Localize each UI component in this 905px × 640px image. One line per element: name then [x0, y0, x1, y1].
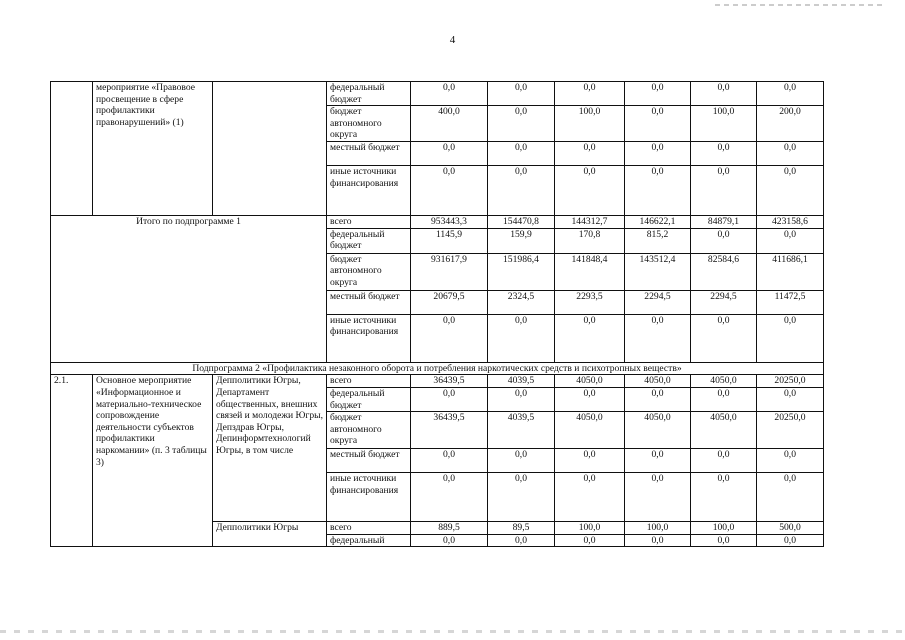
value-cell: 100,0: [691, 106, 757, 142]
source-label: федеральный: [327, 534, 411, 547]
value-cell: 0,0: [555, 166, 625, 216]
value-cell: 0,0: [691, 82, 757, 106]
value-cell: 4050,0: [625, 412, 691, 449]
value-cell: 0,0: [757, 534, 824, 547]
value-cell: 146622,1: [625, 216, 691, 229]
scan-artifact: [715, 4, 885, 6]
page-number: 4: [449, 34, 456, 46]
value-cell: 200,0: [757, 106, 824, 142]
value-cell: 0,0: [757, 166, 824, 216]
value-cell: 20250,0: [757, 412, 824, 449]
source-label: всего: [327, 216, 411, 229]
value-cell: 0,0: [691, 449, 757, 473]
value-cell: 0,0: [411, 142, 488, 166]
value-cell: 411686,1: [757, 253, 824, 290]
value-cell: 2324,5: [488, 290, 555, 314]
table-row: [51, 362, 824, 375]
value-cell: 0,0: [555, 449, 625, 473]
value-cell: 0,0: [757, 473, 824, 522]
scan-artifact: [0, 630, 905, 633]
value-cell: 100,0: [555, 522, 625, 535]
value-cell: 0,0: [625, 534, 691, 547]
source-label: иные источники финансирования: [327, 314, 411, 362]
source-label: всего: [327, 522, 411, 535]
value-cell: 4050,0: [625, 375, 691, 388]
value-cell: 4039,5: [488, 375, 555, 388]
value-cell: 89,5: [488, 522, 555, 535]
value-cell: 0,0: [691, 228, 757, 253]
value-cell: 0,0: [488, 387, 555, 411]
value-cell: 0,0: [555, 473, 625, 522]
value-cell: 0,0: [411, 82, 488, 106]
source-label: иные источники финансирования: [327, 166, 411, 216]
value-cell: 82584,6: [691, 253, 757, 290]
value-cell: 4050,0: [691, 412, 757, 449]
value-cell: 0,0: [411, 449, 488, 473]
subprogram-title: Подпрограмма 2 «Профилактика незаконного оборота и потребления наркотических средств и психотропных веществ»: [51, 362, 824, 375]
source-label: всего: [327, 375, 411, 388]
executor-cell: Депполитики Югры: [213, 522, 327, 547]
value-cell: 0,0: [488, 82, 555, 106]
value-cell: 0,0: [625, 473, 691, 522]
value-cell: 815,2: [625, 228, 691, 253]
value-cell: 4050,0: [555, 412, 625, 449]
value-cell: 0,0: [691, 314, 757, 362]
value-cell: 0,0: [625, 387, 691, 411]
value-cell: 0,0: [411, 166, 488, 216]
source-label: бюджет автономного округа: [327, 412, 411, 449]
value-cell: 931617,9: [411, 253, 488, 290]
value-cell: 0,0: [555, 142, 625, 166]
value-cell: 2293,5: [555, 290, 625, 314]
total-label: Итого по подпрограмме 1: [51, 216, 327, 363]
value-cell: 0,0: [555, 387, 625, 411]
value-cell: 0,0: [555, 314, 625, 362]
value-cell: 141848,4: [555, 253, 625, 290]
measure-name: Основное мероприятие «Информационное и материально-техническое сопровождение деятельности субъектов профилактики наркомании» (п. 3 таблицы 3): [93, 375, 213, 547]
value-cell: 0,0: [625, 142, 691, 166]
table-row: [51, 216, 824, 229]
funding-table: [50, 81, 824, 547]
value-cell: 889,5: [411, 522, 488, 535]
value-cell: 11472,5: [757, 290, 824, 314]
value-cell: 0,0: [691, 473, 757, 522]
value-cell: 0,0: [488, 142, 555, 166]
executor-cell: Депполитики Югры, Департамент общественных, внешних связей и молодежи Югры, Депздрав Югры, Депинформтехнологий Югры, в том числе: [213, 375, 327, 522]
value-cell: 0,0: [625, 314, 691, 362]
value-cell: 100,0: [625, 522, 691, 535]
value-cell: 0,0: [488, 473, 555, 522]
number-cell: [51, 82, 93, 216]
value-cell: 4050,0: [555, 375, 625, 388]
value-cell: 0,0: [411, 387, 488, 411]
value-cell: 953443,3: [411, 216, 488, 229]
value-cell: 0,0: [411, 473, 488, 522]
value-cell: 0,0: [757, 82, 824, 106]
value-cell: 0,0: [555, 82, 625, 106]
value-cell: 0,0: [757, 449, 824, 473]
value-cell: 0,0: [411, 314, 488, 362]
number-cell: 2.1.: [51, 375, 93, 547]
value-cell: 0,0: [691, 387, 757, 411]
value-cell: 0,0: [555, 534, 625, 547]
value-cell: 0,0: [488, 534, 555, 547]
value-cell: 0,0: [691, 534, 757, 547]
value-cell: 4050,0: [691, 375, 757, 388]
value-cell: 2294,5: [625, 290, 691, 314]
source-label: федеральный бюджет: [327, 387, 411, 411]
value-cell: 84879,1: [691, 216, 757, 229]
source-label: местный бюджет: [327, 290, 411, 314]
value-cell: 0,0: [757, 314, 824, 362]
value-cell: 500,0: [757, 522, 824, 535]
value-cell: 0,0: [691, 166, 757, 216]
value-cell: 20679,5: [411, 290, 488, 314]
measure-name: мероприятие «Правовое просвещение в сфере профилактики правонарушений» (1): [93, 82, 213, 216]
executor-cell: [213, 82, 327, 216]
value-cell: 400,0: [411, 106, 488, 142]
value-cell: 0,0: [625, 82, 691, 106]
value-cell: 0,0: [625, 106, 691, 142]
value-cell: 0,0: [757, 228, 824, 253]
value-cell: 100,0: [555, 106, 625, 142]
value-cell: 4039,5: [488, 412, 555, 449]
source-label: местный бюджет: [327, 449, 411, 473]
value-cell: 144312,7: [555, 216, 625, 229]
value-cell: 2294,5: [691, 290, 757, 314]
source-label: иные источники финансирования: [327, 473, 411, 522]
value-cell: 0,0: [411, 534, 488, 547]
value-cell: 0,0: [488, 106, 555, 142]
value-cell: 0,0: [757, 387, 824, 411]
source-label: федеральный бюджет: [327, 228, 411, 253]
value-cell: 36439,5: [411, 375, 488, 388]
value-cell: 1145,9: [411, 228, 488, 253]
value-cell: 0,0: [488, 449, 555, 473]
value-cell: 0,0: [488, 314, 555, 362]
table-row: [51, 375, 824, 388]
source-label: местный бюджет: [327, 142, 411, 166]
value-cell: 154470,8: [488, 216, 555, 229]
value-cell: 0,0: [691, 142, 757, 166]
value-cell: 151986,4: [488, 253, 555, 290]
value-cell: 0,0: [625, 449, 691, 473]
value-cell: 0,0: [488, 166, 555, 216]
value-cell: 100,0: [691, 522, 757, 535]
value-cell: 423158,6: [757, 216, 824, 229]
source-label: федеральный бюджет: [327, 82, 411, 106]
value-cell: 20250,0: [757, 375, 824, 388]
value-cell: 159,9: [488, 228, 555, 253]
source-label: бюджет автономного округа: [327, 106, 411, 142]
value-cell: 36439,5: [411, 412, 488, 449]
source-label: бюджет автономного округа: [327, 253, 411, 290]
value-cell: 0,0: [625, 166, 691, 216]
value-cell: 143512,4: [625, 253, 691, 290]
value-cell: 170,8: [555, 228, 625, 253]
value-cell: 0,0: [757, 142, 824, 166]
table-row: [51, 82, 824, 106]
